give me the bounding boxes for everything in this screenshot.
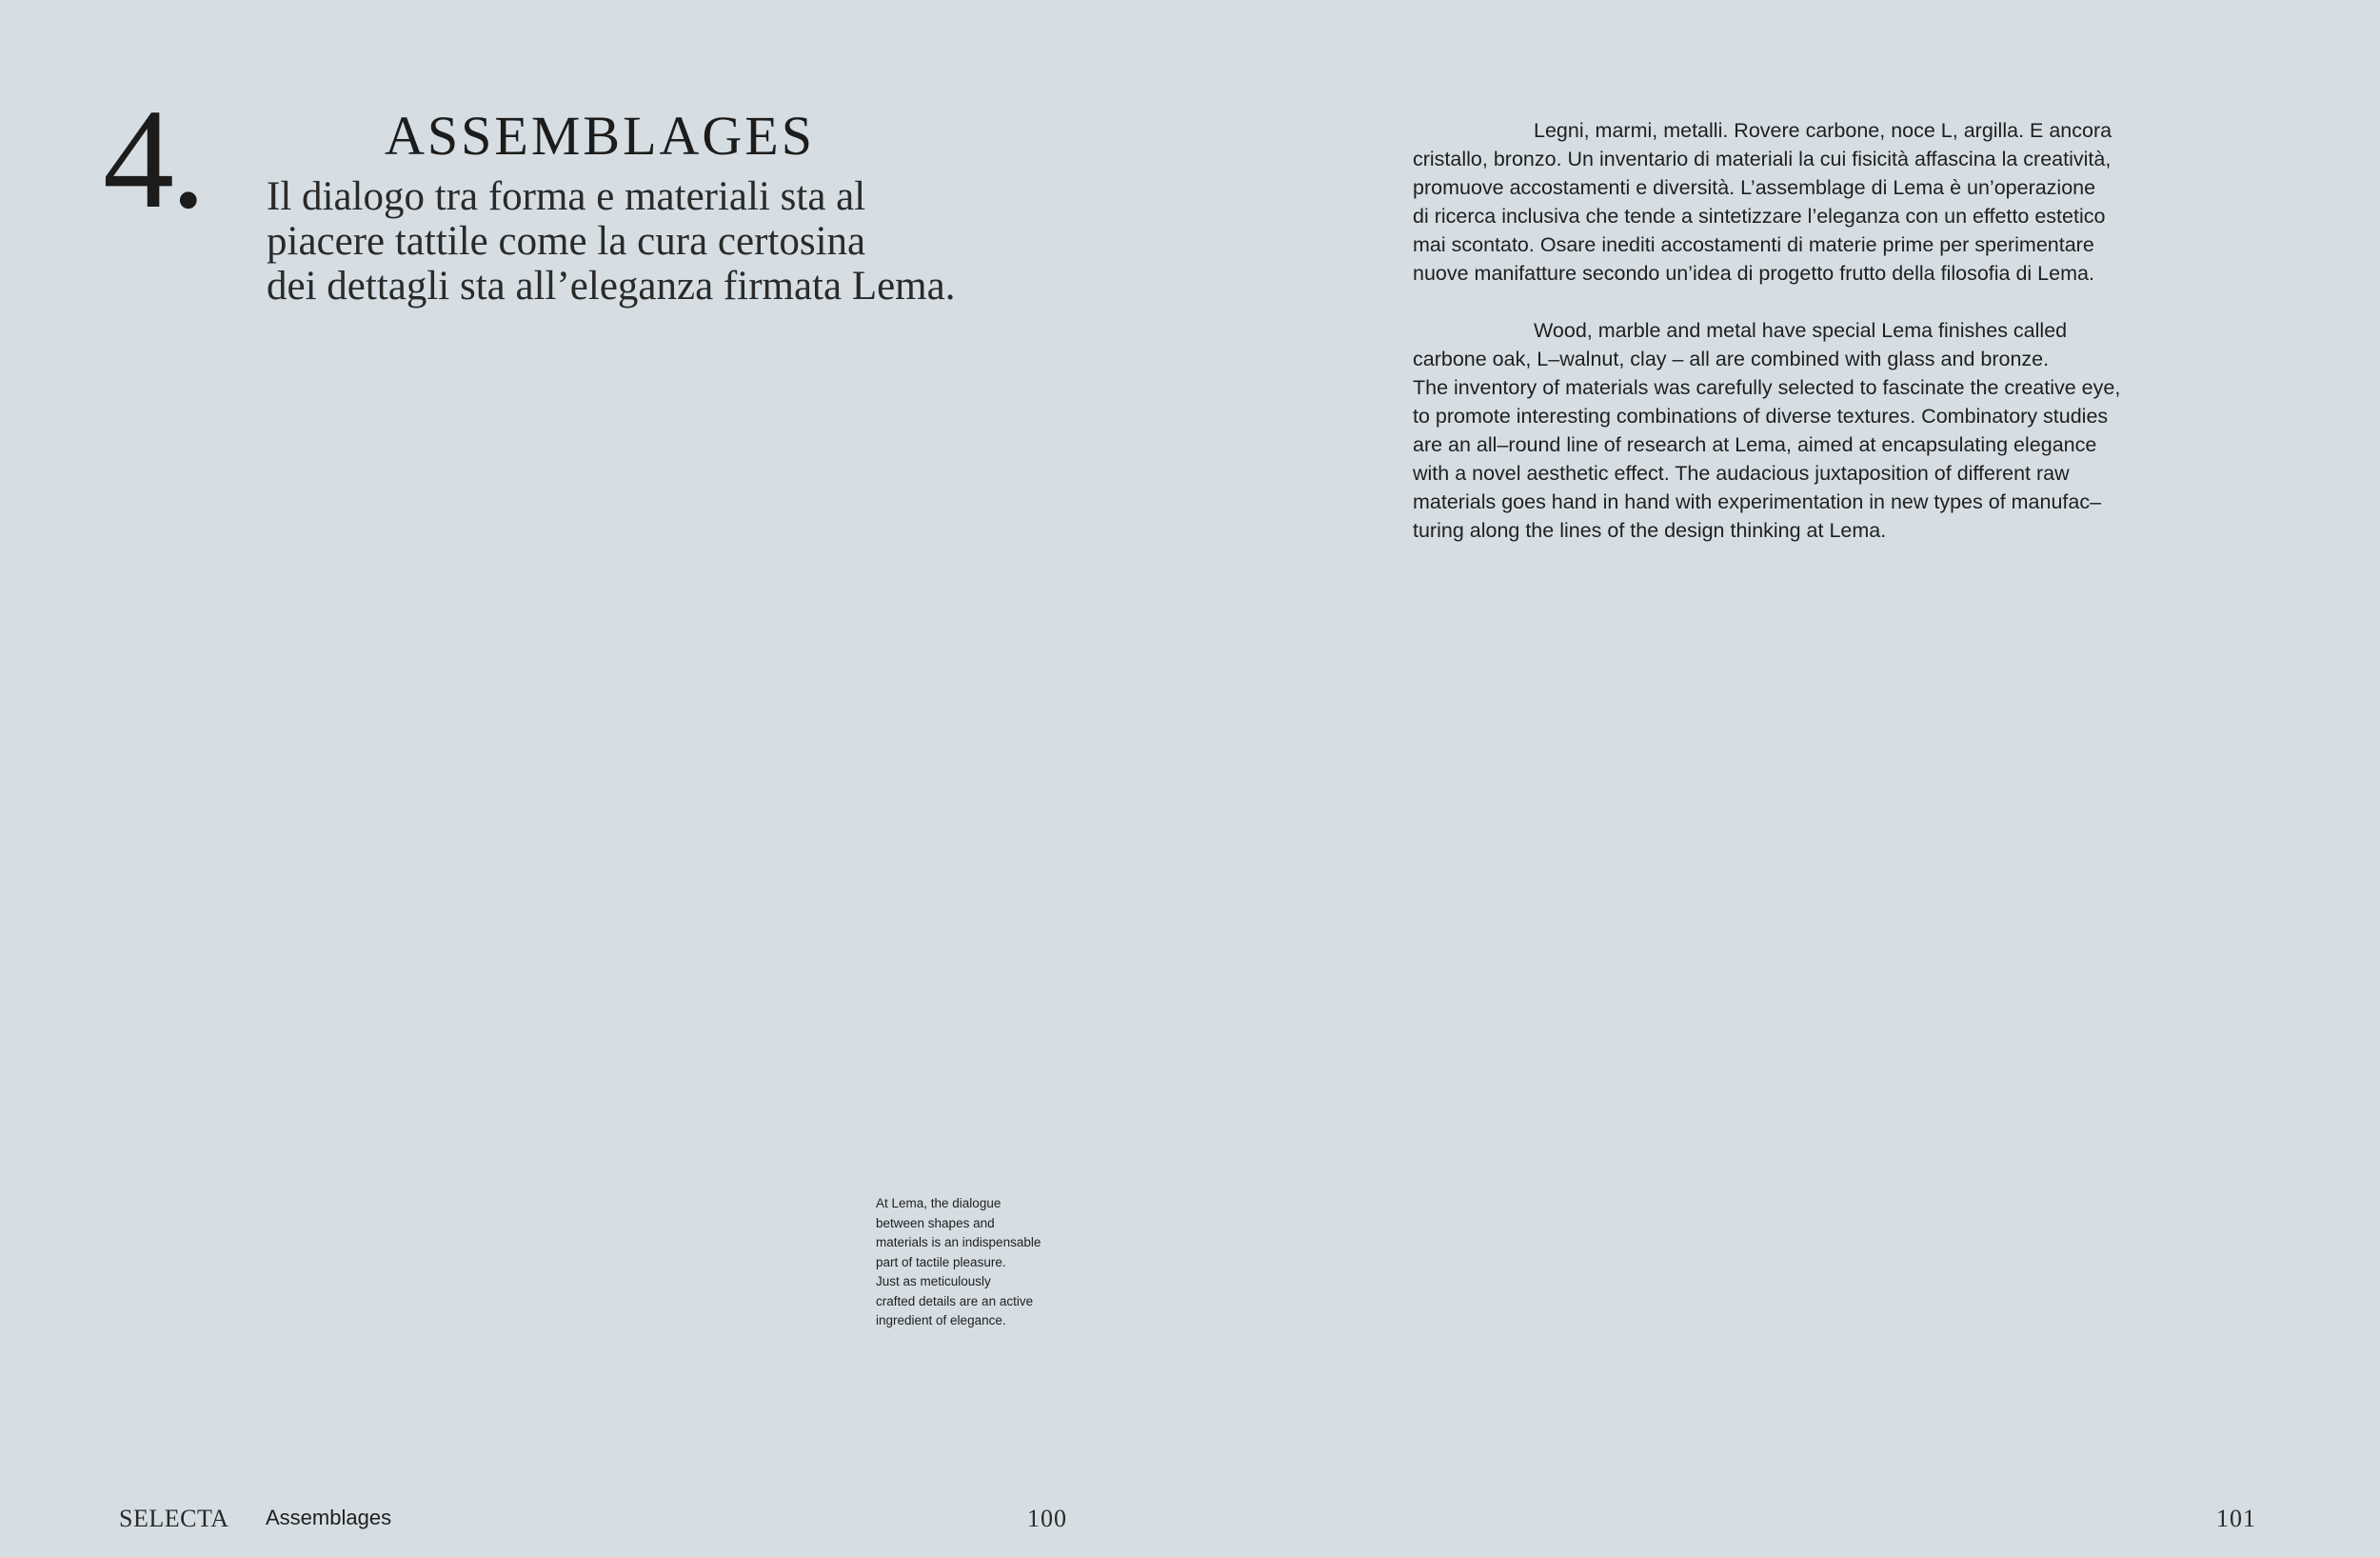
footer-section-name: Assemblages [266, 1506, 392, 1529]
intro-quote [267, 174, 1047, 309]
body-line: The inventory of materials was carefully selected to fascinate the creative eye, [1413, 376, 2121, 399]
caption-line: ingredient of elegance. [876, 1313, 1006, 1327]
body-line: Legni, marmi, metalli. Rovere carbone, noce L, argilla. E ancora [1534, 119, 2112, 142]
image-caption [876, 1194, 1041, 1331]
intro-quote-line: dei dettagli sta all’eleganza firmata Lema. [267, 264, 956, 309]
body-line: mai scontato. Osare inediti accostamenti di materie prime per sperimentare [1413, 233, 2094, 256]
body-line: to promote interesting combinations of diverse textures. Combinatory studies [1413, 405, 2109, 428]
chapter-title: ASSEMBLAGES [385, 105, 815, 167]
footer-brand: SELECTA [119, 1505, 229, 1532]
body-line: with a novel aesthetic effect. The audacious juxtaposition of different raw [1413, 462, 2070, 485]
caption-line: crafted details are an active [876, 1293, 1034, 1308]
intro-quote-line: Il dialogo tra forma e materiali sta al [267, 174, 866, 219]
caption-line: part of tactile pleasure. [876, 1254, 1006, 1269]
body-line: carbone oak, L–walnut, clay – all are combined with glass and bronze. [1413, 348, 2050, 370]
page-number-right: 101 [2216, 1505, 2256, 1532]
intro-quote-line: piacere tattile come la cura certosina [267, 219, 866, 264]
caption-line: Just as meticulously [876, 1274, 991, 1288]
caption-line: At Lema, the dialogue [876, 1196, 1002, 1210]
body-line: promuove accostamenti e diversità. L’assemblage di Lema è un’operazione [1413, 176, 2096, 199]
caption-line: between shapes and [876, 1215, 995, 1230]
italian-body-text [1413, 116, 2174, 288]
body-line: nuove manifatture secondo un’idea di progetto frutto della filosofia di Lema. [1413, 262, 2094, 285]
body-line: cristallo, bronzo. Un inventario di materiali la cui fisicità affascina la creatività, [1413, 148, 2112, 170]
english-body-text [1413, 316, 2174, 545]
body-line: are an all–round line of research at Lema, aimed at encapsulating elegance [1413, 433, 2097, 456]
caption-line: materials is an indispensable [876, 1235, 1041, 1249]
body-line: turing along the lines of the design thinking at Lema. [1413, 519, 1887, 542]
body-line: di ricerca inclusiva che tende a sintetizzare l’eleganza con un effetto estetico [1413, 205, 2106, 228]
chapter-number: 4. [103, 80, 203, 238]
body-line: Wood, marble and metal have special Lema finishes called [1534, 319, 2068, 342]
body-line: materials goes hand in hand with experimentation in new types of manufac– [1413, 490, 2102, 513]
page-number-left: 100 [1027, 1505, 1067, 1532]
